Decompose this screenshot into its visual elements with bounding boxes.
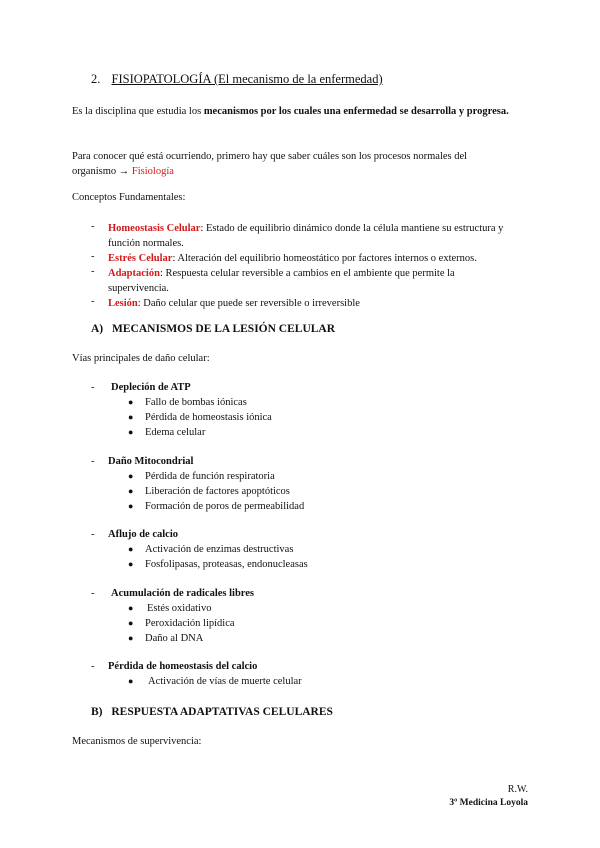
section-a-heading [91, 323, 335, 335]
footer-course: 3º Medicina Loyola [449, 798, 528, 808]
list-item [0, 397, 600, 412]
group-title: Pérdida de homeostasis del calcio [108, 661, 258, 672]
concept-item [0, 251, 600, 266]
list-item [0, 618, 600, 633]
list-item [0, 486, 600, 501]
list-item [0, 427, 600, 442]
list-dash: - [91, 661, 95, 672]
concept-term: Estrés Celular [108, 253, 173, 264]
concepts-heading: Conceptos Fundamentales: [72, 192, 186, 203]
group-title: Daño Mitocondrial [108, 456, 194, 467]
bullet-icon: ● [128, 427, 134, 437]
list-item [0, 633, 600, 648]
list-item [0, 412, 600, 427]
bullet-icon: ● [128, 676, 134, 686]
concept-item [0, 266, 600, 296]
physiology-link-text: Fisiología [131, 166, 174, 177]
list-item [0, 603, 600, 618]
bullet-text: Edema celular [145, 427, 206, 438]
bullet-text: Activación de vías de muerte celular [148, 676, 302, 687]
list-item [0, 559, 600, 574]
bullet-icon: ● [128, 544, 134, 554]
bullet-text: Daño al DNA [145, 633, 204, 644]
section-a-label: A) [91, 323, 104, 335]
intro-plain: Es la disciplina que estudia los [72, 106, 204, 117]
concept-desc: : Alteración del equilibrio homeostático por factores internos o externos. [172, 253, 477, 264]
list-dash: - [91, 266, 95, 277]
bullet-icon: ● [128, 633, 134, 643]
bullet-text: Activación de enzimas destructivas [145, 544, 294, 555]
bullet-icon: ● [128, 501, 134, 511]
bullet-icon: ● [128, 559, 134, 569]
list-item [0, 501, 600, 516]
bullet-text: Liberación de factores apoptóticos [145, 486, 290, 497]
concept-desc: : Respuesta celular reversible a cambios en el ambiente que permite la supervivencia. [108, 268, 455, 294]
group-title: Aflujo de calcio [108, 529, 178, 540]
bullet-icon: ● [128, 486, 134, 496]
list-dash: - [91, 588, 95, 599]
bullet-icon: ● [128, 412, 134, 422]
section-a-intro: Vías principales de daño celular: [72, 353, 210, 364]
list-dash: - [91, 529, 95, 540]
bullet-text: Formación de poros de permeabilidad [145, 501, 305, 512]
concept-term: Adaptación [108, 268, 160, 279]
concept-term: Homeostasis Celular [108, 223, 201, 234]
bullet-text: Pérdida de función respiratoria [145, 471, 275, 482]
list-item [0, 676, 600, 691]
intro-bold: mecanismos por los cuales una enfermedad se desarrolla y progresa. [203, 106, 509, 117]
concept-item [0, 221, 600, 251]
group-title: Depleción de ATP [111, 382, 191, 393]
para2-plain: Para conocer qué está ocurriendo, primero hay que saber cuáles son los procesos normales del organismo → [72, 151, 468, 177]
list-item [0, 471, 600, 486]
list-dash: - [91, 251, 95, 262]
concept-term: Lesión [108, 298, 138, 309]
bullet-icon: ● [128, 471, 134, 481]
bullet-icon: ● [128, 603, 134, 613]
bullet-text: Pérdida de homeostasis iónica [145, 412, 272, 423]
list-item [0, 544, 600, 559]
intro-paragraph [72, 104, 522, 119]
title-text: FISIOPATOLOGÍA (El mecanismo de la enfermedad) [111, 72, 383, 86]
bullet-text: Fallo de bombas iónicas [145, 397, 247, 408]
section-b-label: B) [91, 706, 103, 718]
section-a-title: MECANISMOS DE LA LESIÓN CELULAR [112, 323, 336, 335]
bullet-text: Fosfolipasas, proteasas, endonucleasas [145, 559, 308, 570]
title-number: 2. [91, 72, 101, 86]
list-dash: - [91, 456, 95, 467]
section-b-intro: Mecanismos de supervivencia: [72, 736, 202, 747]
page-title [91, 72, 383, 87]
footer-initials: R.W. [507, 784, 528, 795]
concepts-list [0, 221, 600, 311]
bullet-text: Peroxidación lipídica [145, 618, 235, 629]
concept-item [0, 296, 600, 311]
list-dash: - [91, 221, 95, 232]
section-b-title: RESPUESTA ADAPTATIVAS CELULARES [111, 706, 333, 718]
list-dash: - [91, 296, 95, 307]
concept-desc: : Estado de equilibrio dinámico donde la célula mantiene su estructura y función normales. [108, 223, 504, 249]
group-title: Acumulación de radicales libres [111, 588, 255, 599]
bullet-icon: ● [128, 397, 134, 407]
concept-desc: : Daño celular que puede ser reversible o irreversible [137, 298, 360, 309]
bullet-text: Estés oxidativo [147, 603, 212, 614]
physiology-paragraph [72, 149, 512, 179]
bullet-icon: ● [128, 618, 134, 628]
section-b-heading [91, 706, 333, 718]
list-dash: - [91, 382, 95, 393]
